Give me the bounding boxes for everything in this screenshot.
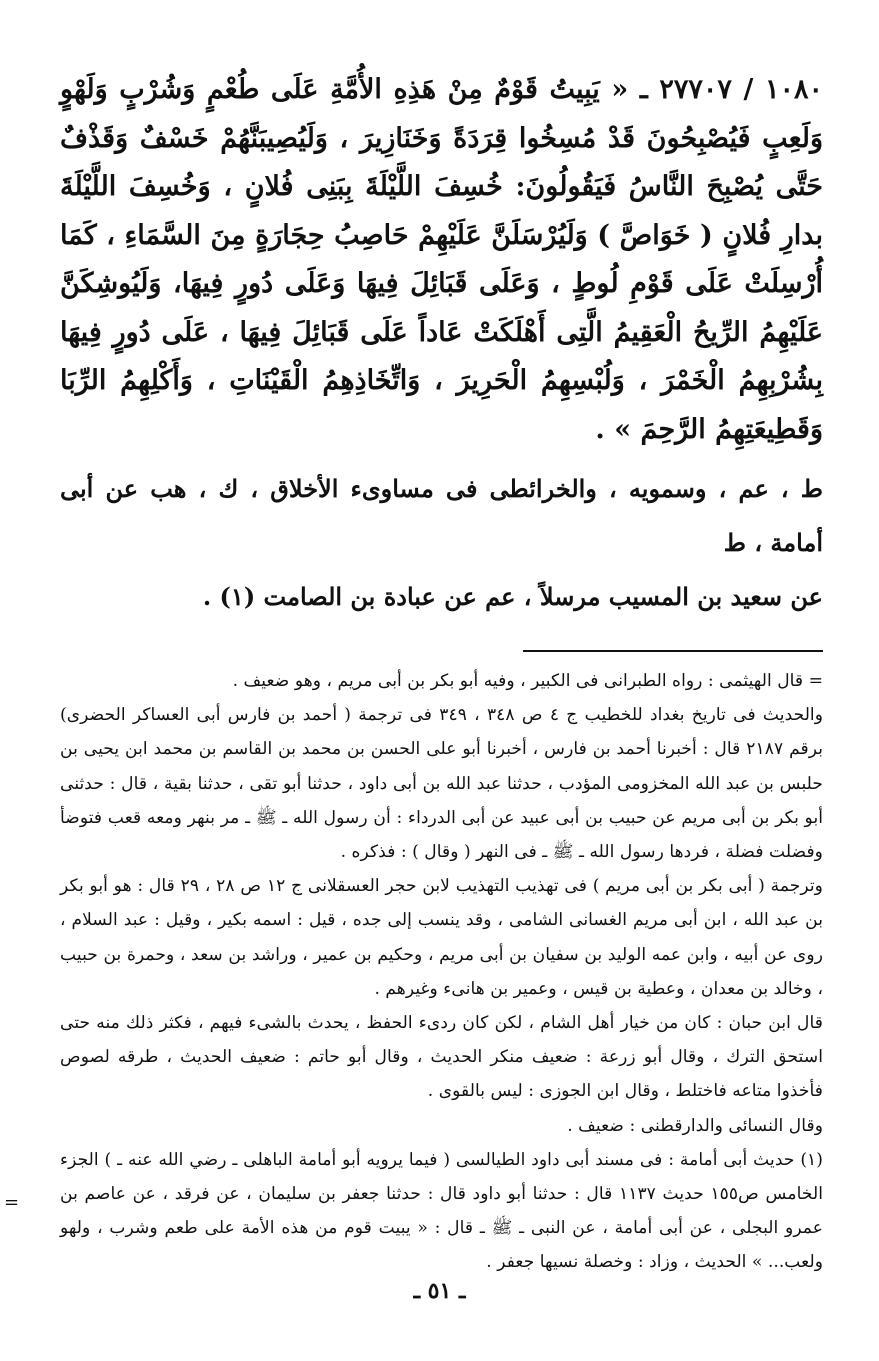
footnote-p6: (١) حديث أبى أمامة : فى مسند أبى داود الطيالسى ( فيما يرويه أبو أمامة الباهلى ـ رضي الله عنه ـ ) الجزء الخامس ص١٥٥ حديث ١١٣٧ قال : حدثنا أبو داود قال : حدثنا جعفر بن سليمان ، عن فرقد ، عن عاصم بن عمرو البجلى ، عن أبى أمامة ، عن النبى ـ ﷺ ـ قال : « يبيت قوم من هذه الأمة على طعم وشرب ، ولهو ولعب... » الحديث ، وزاد : وخصلة نسيها جعفر .	[60, 1149, 823, 1273]
page-number: ـ ٥١ ـ	[413, 1278, 466, 1304]
hadith-sources	[60, 462, 823, 624]
footnote-divider	[523, 650, 823, 652]
footnote-p3: وترجمة ( أبى بكر بن أبى مريم ) فى تهذيب التهذيب لابن حجر العسقلانى ج ١٢ ص ٢٨ ، ٢٩ قال : هو أبو بكر بن عبد الله ، ابن أبى مريم الغسانى الشامى ، وقد ينسب إلى جده ، قيل : اسمه بكير ، وقيل : عبد السلام ، روى عن أبيه ، وابن عمه الوليد بن سفيان بن أبى مريم ، وحكيم بن عمير ، وراشد بن سعد ، وحمرة بن حبيب ، وخالد بن معدان ، وعطية بن قيس ، وعمير بن هانىء وغيرهم .	[60, 876, 823, 999]
hadith-text: ١٠٨٠ / ٢٧٧٠٧ ـ « يَبِيتُ قَوْمٌ مِنْ هَذِهِ الأُمَّةِ عَلَى طُعْمٍ وَشُرْبٍ وَلَهْوٍ وَلَعِبٍ فَيُصْبِحُونَ قَدْ مُسِخُوا قِرَدَةً وَخَنَازِيرَ ، وَلَيُصِيبَنَّهُمْ خَسْفٌ وَقَذْفٌ حَتَّى يُصْبِحَ النَّاسُ فَيَقُولُونَ: خُسِفَ اللَّيْلَةَ بِبَنِى فُلانٍ ، وَخُسِفَ اللَّيْلَةَ بدارِ فُلانٍ ( خَوَاصَّ ) وَلَيُرْسَلَنَّ عَلَيْهِمْ حَاصِبُ حِجَارَةٍ مِنَ السَّمَاءِ ، كَمَا أُرْسِلَتْ عَلَى قَوْمِ لُوطٍ ، وَعَلَى قَبَائِلَ فِيهَا وَعَلَى دُورٍ فِيهَا، وَلَيُوشِكَنَّ عَلَيْهِمُ الرِّيحُ الْعَقِيمُ الَّتِى أَهْلَكَتْ عَاداً عَلَى قَبَائِلَ فِيهَا ، عَلَى دُورٍ فِيهَا بِشُرْبِهِمُ الْخَمْرَ ، وَلُبْسِهِمُ الْحَرِيرَ ، وَاتِّخَاذِهِمُ الْقَيْنَاتِ ، وَأَكْلِهِمُ الرِّبَا وَقَطِيعَتِهِمُ الرَّحِمَ » .	[60, 74, 823, 445]
page-body	[60, 66, 823, 1280]
continuation-mark: =	[4, 1192, 20, 1213]
footnote-p2: والحديث فى تاريخ بغداد للخطيب ج ٤ ص ٣٤٨ ، ٣٤٩ فى ترجمة ( أحمد بن فارس أبى العساكر الحضرى) برقم ٢١٨٧ قال : أخبرنا أحمد بن فارس ، أخبرنا أبو على الحسن بن محمد بن القاسم بن محمد ابن يحيى بن حلبس بن عبد الله المخزومى المؤدب ، حدثنا عبد الله بن أبى داود ، حدثنا أبو تقى ، حدثنا بقية ، قال : حدثنى أبو بكر بن أبى مريم عن حبيب بن أبى عبيد عن أبى الدرداء : أن رسول الله ـ ﷺ ـ مر بنهر ومعه قعب فتوضأ وفضلت فضلة ، فردها رسول الله ـ ﷺ ـ فى النهر ( وقال ) : فذكره .	[60, 705, 824, 863]
footnotes	[60, 664, 823, 1280]
footnote-p5: وقال النسائى والدارقطنى : ضعيف .	[567, 1115, 823, 1136]
source-line-2: عن سعيد بن المسيب مرسلاً ، عم عن عبادة بن الصامت (١) .	[202, 582, 823, 611]
footnote-p4: قال ابن حبان : كان من خيار أهل الشام ، لكن كان ردىء الحفظ ، يحدث بالشىء فيهم ، فكثر ذلك منه حتى استحق الترك ، وقال أبو زرعة : ضعيف منكر الحديث ، وقال أبو حاتم : ضعيف الحديث ، طرقه لصوص فأخذوا متاعه فاختلط ، وقال ابن الجوزى : ليس بالقوى .	[60, 1013, 823, 1102]
source-line-1: ط ، عم ، وسمويه ، والخرائطى فى مساوىء الأخلاق ، ك ، هب عن أبى أمامة ، ط	[60, 474, 823, 557]
footnote-p1: = قال الهيثمى : رواه الطبرانى فى الكبير ، وفيه أبو بكر بن أبى مريم ، وهو ضعيف .	[232, 671, 823, 691]
